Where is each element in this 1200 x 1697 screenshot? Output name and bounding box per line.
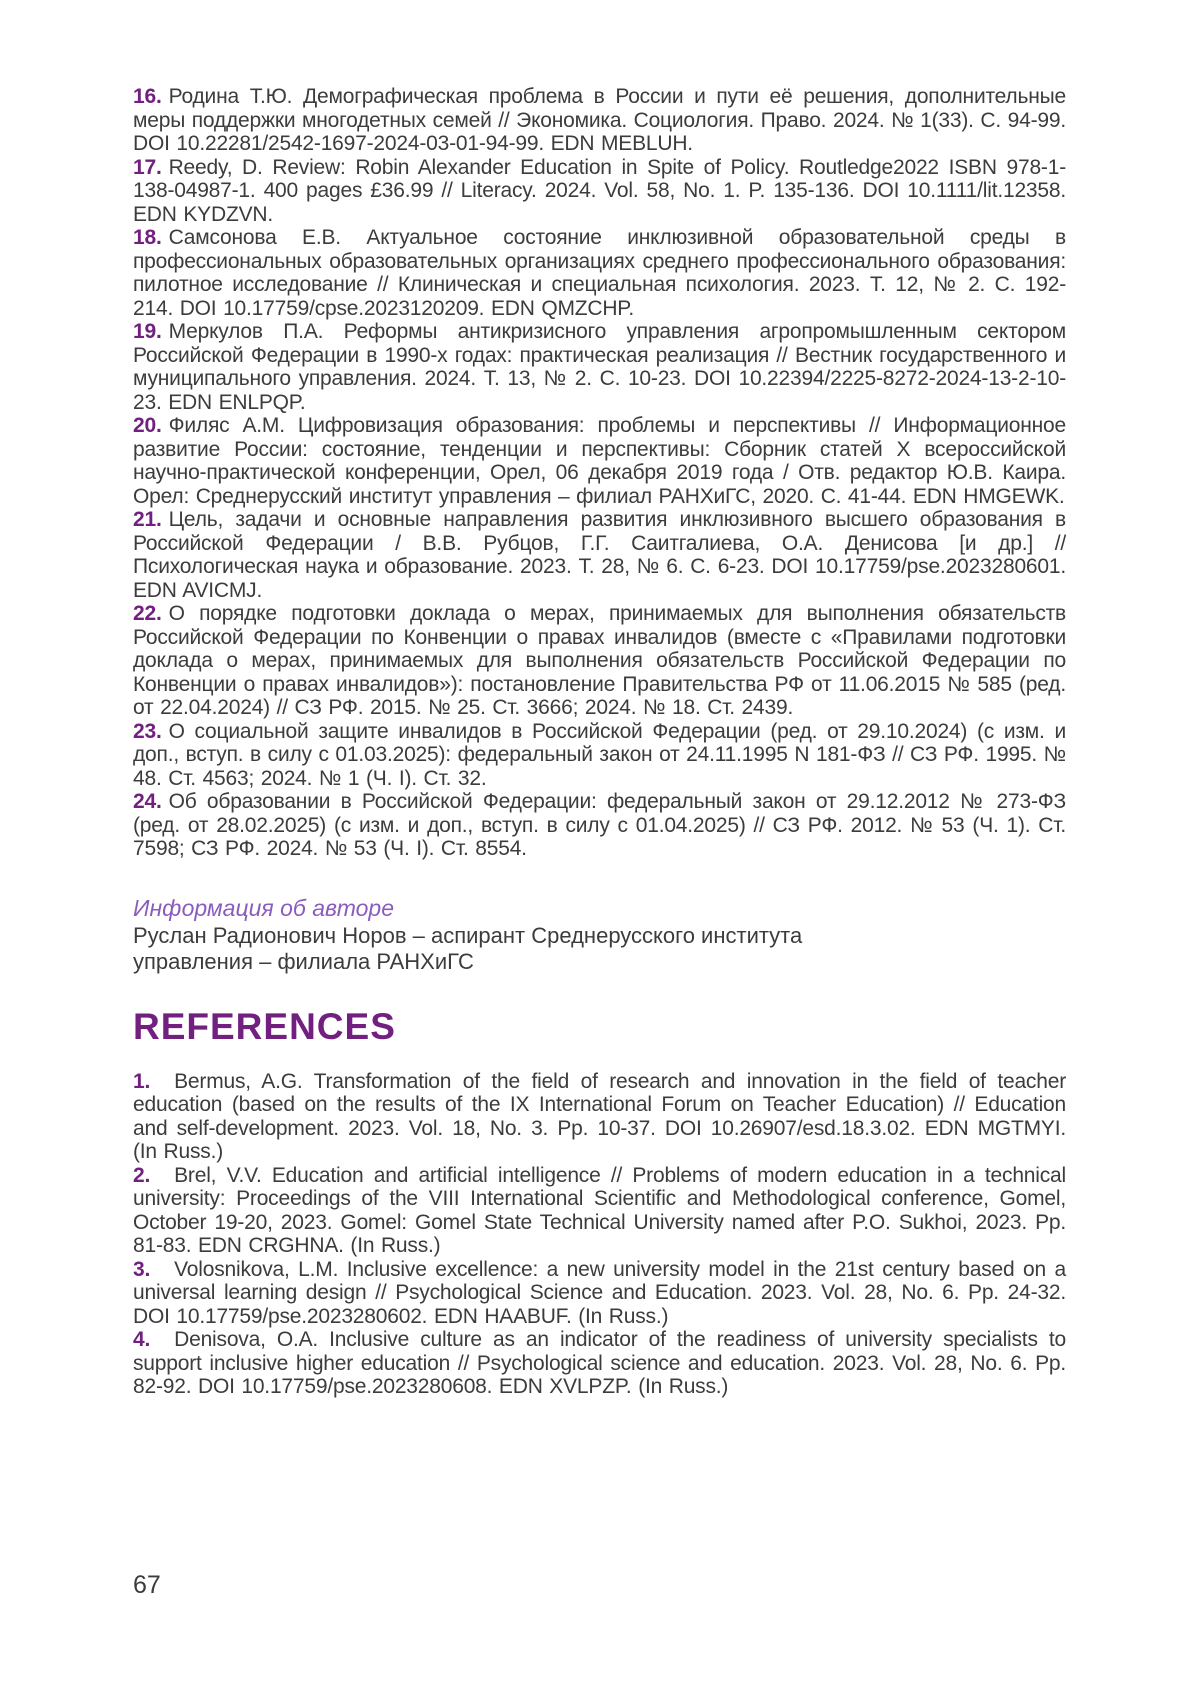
reference-item	[133, 320, 1066, 414]
reference-item	[133, 1070, 1066, 1164]
reference-text: Об образовании в Российской Федерации: федеральный закон от 29.12.2012 № 273-ФЗ (ред. от 28.02.2025) (с изм. и доп., вступ. в силу с 01.04.2025) // СЗ РФ. 2012. № 53 (Ч. 1). Ст. 7598; СЗ РФ. 2024. № 53 (Ч. I). Ст. 8554.	[133, 790, 1066, 860]
reference-text: Родина Т.Ю. Демографическая проблема в России и пути её решения, дополнительные меры поддержки многодетных семей // Экономика. Социология. Право. 2024. № 1(33). С. 94-99. DOI 10.22281/2542-1697-2024-03-01-94-99. EDN MEBLUH.	[133, 85, 1066, 155]
reference-list-ru	[133, 85, 1066, 861]
references-heading: REFERENCES	[133, 1005, 396, 1047]
reference-item	[133, 720, 1066, 791]
reference-number: 21.	[133, 508, 162, 531]
reference-item	[133, 85, 1066, 156]
reference-item	[133, 1164, 1066, 1258]
reference-number: 20.	[133, 414, 162, 437]
reference-number: 16.	[133, 85, 162, 108]
reference-number: 3.	[133, 1257, 151, 1281]
reference-text: Самсонова Е.В. Актуальное состояние инклюзивной образовательной среды в профессиональных образовательных организациях среднего профессионального образования: пилотное исследование // Клиническая и специальная психология. 2023. Т. 12, № 2. С. 192-214. DOI 10.17759/cpse.2023120209. EDN QMZCHP.	[133, 226, 1066, 320]
reference-item	[133, 1258, 1066, 1329]
reference-number: 1.	[133, 1069, 151, 1093]
reference-number: 4.	[133, 1328, 151, 1351]
reference-text: Филяс А.М. Цифровизация образования: проблемы и перспективы // Информационное развитие России: состояние, тенденции и перспективы: Сборник статей X всероссийской научно-практической конференции, Орел, 06 декабря 2019 года / Отв. редактор Ю.В. Каира. Орел: Среднерусский институт управления – филиал РАНХиГС, 2020. С. 41-44. EDN HMGEWK.	[133, 414, 1066, 508]
reference-list-en	[133, 1070, 1066, 1399]
reference-text: Reedy, D. Review: Robin Alexander Education in Spite of Policy. Routledge2022 ISBN 978-1-138-04987-1. 400 pages £36.99 // Literacy. 2024. Vol. 58, No. 1. P. 135-136. DOI 10.1111/lit.12358. EDN KYDZVN.	[133, 155, 1066, 226]
reference-item	[133, 414, 1066, 508]
reference-number: 23.	[133, 719, 162, 743]
reference-text: Цель, задачи и основные направления развития инклюзивного высшего образования в Российской Федерации / В.В. Рубцов, Г.Г. Саитгалиева, О.А. Денисова [и др.] // Психологическая наука и образование. 2023. Т. 28, № 6. С. 6-23. DOI 10.17759/pse.2023280601. EDN AVICMJ.	[133, 508, 1066, 602]
reference-text: Volosnikova, L.M. Inclusive excellence: a new university model in the 21st century based on a universal learning design // Psychological Science and Education. 2023. Vol. 28, No. 6. Pp. 24-32. DOI 10.17759/pse.2023280602. EDN HAABUF. (In Russ.)	[133, 1257, 1066, 1328]
page-number: 67	[133, 1571, 161, 1599]
reference-item	[133, 602, 1066, 720]
reference-number: 22.	[133, 602, 162, 625]
reference-text: Brel, V.V. Education and artificial intelligence // Problems of modern education in a technical university: Proceedings of the VIII International Scientific and Methodological conference, Gomel, October 19-20, 2023. Gomel: Gomel State Technical University named after P.O. Sukhoi, 2023. Pp. 81-83. EDN CRGHNA. (In Russ.)	[133, 1163, 1066, 1257]
reference-number: 19.	[133, 320, 162, 343]
reference-text: О социальной защите инвалидов в Российской Федерации (ред. от 29.10.2024) (с изм. и доп., вступ. в силу с 01.03.2025): федеральный закон от 24.11.1995 N 181-ФЗ // СЗ РФ. 1995. № 48. Ст. 4563; 2024. № 1 (Ч. I). Ст. 32.	[133, 719, 1066, 790]
reference-number: 2.	[133, 1163, 151, 1187]
reference-item	[133, 1328, 1066, 1399]
reference-text: О порядке подготовки доклада о мерах, принимаемых для выполнения обязательств Российской Федерации по Конвенции о правах инвалидов (вместе с «Правилами подготовки доклада о мерах, принимаемых для выполнения обязательств Российской Федерации по Конвенции о правах инвалидов»): постановление Правительства РФ от 11.06.2015 № 585 (ред. от 22.04.2024) // СЗ РФ. 2015. № 25. Ст. 3666; 2024. № 18. Ст. 2439.	[133, 602, 1066, 719]
reference-text: Меркулов П.А. Реформы антикризисного управления агропромышленным сектором Российской Федерации в 1990-х годах: практическая реализация // Вестник государственного и муниципального управления. 2024. Т. 13, № 2. С. 10-23. DOI 10.22394/2225-8272-2024-13-2-10-23. EDN ENLPQP.	[133, 320, 1066, 414]
author-info-text: Руслан Радионович Норов – аспирант Среднерусского института управления – филиала РАНХиГС	[133, 922, 803, 974]
reference-text: Bermus, A.G. Transformation of the field of research and innovation in the field of teacher education (based on the results of the IX International Forum on Teacher Education) // Education and self-development. 2023. Vol. 18, No. 3. Pp. 10-37. DOI 10.26907/esd.18.3.02. EDN MGTMYI. (In Russ.)	[133, 1069, 1066, 1163]
author-info-section	[133, 895, 1066, 975]
reference-item	[133, 790, 1066, 861]
author-info-heading: Информация об авторе	[133, 894, 395, 921]
reference-item	[133, 226, 1066, 320]
reference-text: Denisova, O.A. Inclusive culture as an indicator of the readiness of university specialists to support inclusive higher education // Psychological science and education. 2023. Vol. 28, No. 6. Pp. 82-92. DOI 10.17759/pse.2023280608. EDN XVLPZP. (In Russ.)	[133, 1328, 1066, 1398]
reference-item	[133, 508, 1066, 602]
reference-item	[133, 156, 1066, 227]
reference-number: 18.	[133, 226, 162, 249]
reference-number: 24.	[133, 790, 162, 813]
reference-number: 17.	[133, 155, 162, 179]
